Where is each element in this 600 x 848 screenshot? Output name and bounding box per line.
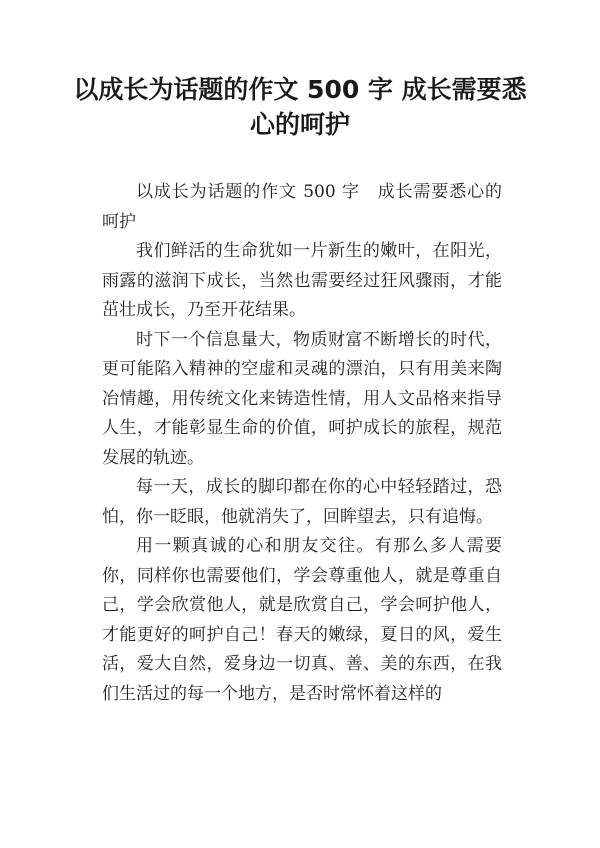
paragraph-2: 时下一个信息量大，物质财富不断增长的时代，更可能陷入精神的空虚和灵魂的漂泊，只有用美来陶冶情趣，用传统文化来铸造性情，用人文品格来指导人生，才能彰显生命的价值，呵护成长的旅程，规范发展的轨迹。	[102, 329, 502, 468]
paragraph-3: 每一天，成长的脚印都在你的心中轻轻踏过，恐怕，你一眨眼，他就消失了，回眸望去，只有追悔。	[102, 477, 502, 527]
document-body	[102, 178, 502, 709]
paragraph-1: 我们鲜活的生命犹如一片新生的嫩叶，在阳光，雨露的滋润下成长，当然也需要经过狂风骤雨，才能茁壮成长，乃至开花结果。	[102, 241, 502, 320]
paragraph-subtitle: 以成长为话题的作文 500 字 成长需要悉心的呵护	[102, 182, 502, 232]
paragraph-4: 用一颗真诚的心和朋友交往。有那么多人需要你，同样你也需要他们，学会尊重他人，就是尊重自己，学会欣赏他人，就是欣赏自己，学会呵护他人，才能更好的呵护自己！春天的嫩绿，夏日的风，爱生活，爱大自然，爱身边一切真、善、美的东西，在我们生活过的每一个地方，是否时常怀着这样的	[102, 536, 502, 704]
document-title: 以成长为话题的作文 500 字 成长需要悉心的呵护	[73, 75, 527, 139]
